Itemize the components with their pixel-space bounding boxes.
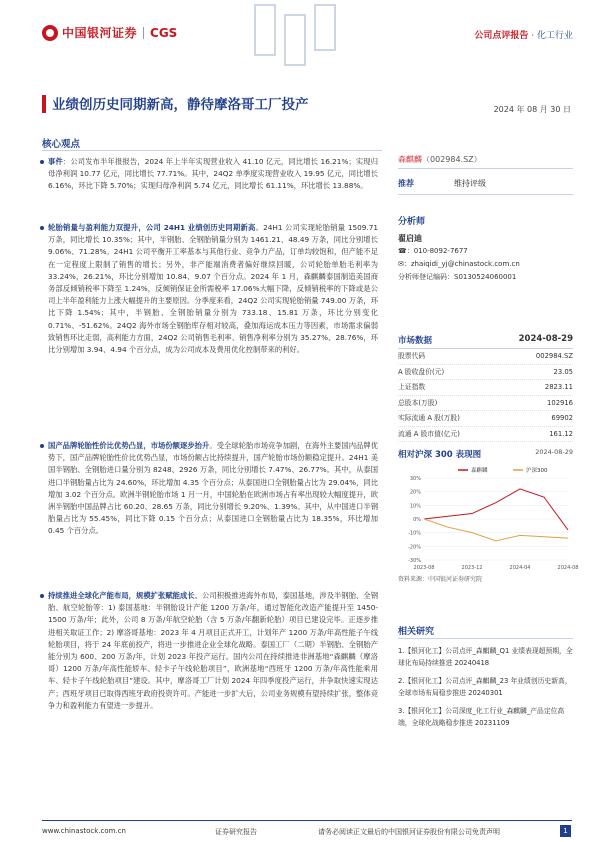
legend-label: 沪深300: [526, 468, 548, 474]
right-divider: [398, 168, 573, 169]
research-item[interactable]: 2.【银河化工】公司点评_森麒麟_23 年业绩创历史新高，全球市场布局稳步推进 20240301: [398, 677, 572, 697]
market-row-label: 流通 A 股市值(亿元): [398, 429, 460, 438]
analyst-heading: 分析师: [398, 217, 426, 227]
x-tick-label: 2024-08: [557, 565, 579, 571]
core-paragraph: [48, 440, 378, 538]
market-date: 2024-08-29: [518, 334, 573, 344]
series-line-2: [424, 519, 568, 541]
research-item[interactable]: 3.【银河化工】公司深度_化工行业_森麒麟_产品定位高端，全球化战略稳步推进 20231109: [398, 707, 565, 727]
para-text: 。24H1 公司实现轮胎销量 1509.71 万条，同比增长 10.35%；其中，半钢胎、全钢胎销量分别为 1461.21、48.49 万条，同比分别增长 9.06%、71.28%。24H1 公司平衡开工率基本与其他行业、竞争力产品，订单均较饱和，但产能不足在一定程度上限制了销售的增长；另外，非产能端消费者偏好继续回暖，公司轮胎单胎毛利率为 33.24%，26.21%，环比分别增加 10.84、9.07 个百分点。2024 年 1 月，森麒麟泰国制造美国商务部反倾销税率下降至 1.24%，反倾销保证金所需税率 17.06%大幅下降，反倾销税率的下降或是公司上半年盈利能力上涨大幅提升的主要原因。分季度来看，24Q2 公司实现轮胎销量 749.00 万条，环比下降 1.54%；其中，半钢胎、全钢胎销量分别为 733.18、15.81 万条，环比分别变化 0.71%、-51.62%。24Q2 海外市场全钢胎库存相对较高，叠加海运成本压力等因素，市场需求偏弱致销售环比走弱，高利能力方面，24Q2 公司销售毛利率、销售净利率分别为 35.27%、28.76%，环比分别增加 3.94、4.94 个百分点，成为公司成本及费用优化控制带来的利好。: [48, 223, 379, 355]
y-tick-label: 20%: [409, 489, 421, 496]
title-accent: [42, 95, 46, 113]
y-tick-label: -20%: [408, 544, 421, 551]
rating-row: [398, 178, 573, 189]
research-item[interactable]: 1.【银河化工】公司点评_森麒麟_Q1 业绩表现超预期，全球化布局持续推进 20240418: [398, 647, 573, 667]
header-decoration: [245, 0, 345, 70]
market-data-heading: [398, 334, 573, 349]
core-paragraph: [48, 222, 378, 356]
chart-title: 相对沪深 300 表现图: [398, 450, 482, 460]
market-row-value: 69902: [551, 414, 573, 422]
chart-date: 2024-08-29: [535, 448, 573, 456]
logo-text-cn: 中国银河证券: [62, 26, 138, 40]
core-paragraph: [48, 156, 378, 193]
market-row-label: 上证指数: [398, 383, 426, 391]
para-text: 。公司积极推进海外布局，泰国基地，涉及半钢胎、全钢胎、航空轮胎等：1) 泰国基地：半钢胎设计产能 1200 万条/年，通过智能化改造产能提升至 1450-1500 万条/年；此外，公司 8 万条/年航空轮胎（含 5 万条/年翻新轮胎）项目已建设完毕。正逐步推进相关取证工作；2) 摩洛哥基地：2023 年 4 月项目正式开工，计划年产 1200 万条/年高性能子午线轮胎项目，将于 24 年底前投产，将进一步推进企业全球化战略。泰国工厂（二期）半钢胎、全钢胎产能分别为 600、200 万条/年，计划 2023 年投产运行。国内公司在持续推进非洲基地“森麒麟（摩洛哥）1200 万条/年高性能轿车、轻卡子午线轮胎项目”，欧洲基地“西班牙 1200 万条/年高性能乘用车、轻卡子午线轮胎项目”建设。其中，摩洛哥工厂计划 2024 年四季度投产运行，并争取快速实现达产；西班牙项目已取得西班牙政府投资许可。产能进一步扩大后，公司业务规模有望持续扩张，整体竞争力和盈利能力有望进一步提升。: [48, 591, 379, 710]
market-row: [398, 365, 573, 381]
x-tick-label: 2023-08: [413, 565, 435, 571]
right-divider: [398, 194, 573, 195]
para-lead: 事件: [48, 157, 63, 166]
market-row-value: 161.12: [549, 429, 573, 438]
footer-url[interactable]: www.chinastock.com.cn: [42, 827, 126, 835]
brand-logo: [42, 24, 177, 41]
market-row-label: A 股收盘价(元): [398, 367, 445, 376]
rating-value: 维持评级: [454, 179, 486, 188]
legend-label: 森麒麟: [471, 468, 488, 474]
y-tick-label: -10%: [408, 530, 421, 537]
industry: 化工行业: [536, 31, 573, 41]
para-text: ：公司发布半年报报告，2024 年上半年实现营业收入 41.10 亿元，同比增长 16.21%；实现归母净利润 10.77 亿元，同比增长 77.71%。其中，24Q2 单季度实现营业收入 19.95 亿元，同比增长 6.16%，环比下降 5.70%；实现归母净利润 5.74 亿元，同比增长 61.11%，环比增长 13.88%。: [48, 157, 379, 191]
market-row-value: 23.05: [553, 367, 573, 376]
page-header: [0, 0, 595, 70]
stock-name: [398, 154, 573, 165]
analyst-email[interactable]: ✉：zhaiqidi_yj@chinastock.com.cn: [398, 260, 520, 268]
stock-name-text: 森麒麟: [398, 155, 422, 164]
analyst-phone: ☎：010-8092-7677: [398, 247, 468, 255]
bullet-icon: [40, 160, 44, 164]
para-lead: 持续推进全球化产能布局，规模扩张赋能成长: [48, 591, 195, 600]
para-text: 。受全球轮胎市场竞争加剧，在海外主要国内品牌优势下，国产品牌轮胎性价比优势凸显，市场份额占比持续提升，国产轮胎市场份额稳定提升。24H1 美国半钢胎、全钢胎进口量分别为 8248、2926 万条，同比分别增长 7.47%、26.77%。其中，从泰国进口半钢胎量占比为 24.60%，环比增加 4.35 个百分点；从泰国进口全钢胎量占比为 29.04%，同比增加 3.02 个百分点。欧洲半钢轮胎市场 1 月一月，中国轮胎在欧洲市场占有率出现较大幅度提升，欧洲半钢胎中国品牌占比 60.20、28.65 万条，同比分别增长 9.20%、1.39%。其中，从中国进口半钢胎量占比为 55.45%，同比下降 0.15 个百分点；从泰国进口全钢胎量占比为 18.35%，环比增加 0.45 个百分点。: [48, 441, 379, 536]
logo-text-en: CGS: [150, 25, 178, 40]
analyst-cert: 分析师登记编码：S0130524060001: [398, 273, 517, 281]
market-data-table: [398, 334, 573, 442]
y-tick-label: -30%: [408, 558, 421, 564]
market-row: [398, 427, 573, 443]
stock-code: （002984.SZ）: [422, 155, 482, 164]
market-row-label: 总股本(万股): [398, 398, 438, 407]
core-divider: [42, 150, 382, 151]
market-row: [398, 349, 573, 365]
market-row-value: 002984.SZ: [535, 352, 573, 360]
report-date: 2024 年 08 月 30 日: [493, 105, 571, 114]
market-heading-label: 市场数据: [398, 336, 433, 346]
bullet-icon: [40, 226, 44, 230]
logo-separator: [143, 27, 144, 39]
x-tick-label: 2023-12: [461, 565, 483, 571]
market-row: [398, 380, 573, 396]
analyst-block: [398, 232, 573, 284]
market-row-value: 102916: [547, 398, 573, 407]
y-tick-label: 0%: [413, 517, 421, 523]
footer-disclaimer: 请务必阅读正文最后的中国银河证券股份有限公司免责声明: [318, 828, 500, 836]
x-tick-label: 2024-04: [509, 565, 531, 571]
market-row-label: 股票代码: [398, 352, 426, 360]
core-heading: 核心观点: [42, 139, 81, 150]
market-row-label: 实际流通 A 股(万股): [398, 414, 460, 422]
y-tick-label: 30%: [409, 476, 421, 482]
category-separator: ·: [531, 31, 537, 41]
market-row: [398, 411, 573, 427]
core-paragraph: [48, 590, 378, 712]
related-research-list: [398, 646, 573, 736]
report-type: 公司点评报告: [474, 31, 529, 41]
rating-label: 推荐: [398, 179, 414, 188]
performance-chart: [398, 464, 579, 574]
report-category: [474, 28, 573, 41]
y-tick-label: 10%: [409, 503, 421, 510]
bullet-icon: [40, 444, 44, 448]
logo-icon: [42, 25, 58, 41]
relative-chart: [398, 448, 579, 583]
analyst-name: 翟启迪: [398, 234, 422, 243]
research-heading: 相关研究: [398, 627, 435, 637]
series-line-1: [424, 489, 568, 530]
para-lead: 国产品牌轮胎性价比优势凸显，市场份额逐步抬升: [48, 441, 210, 450]
chart-heading: [398, 448, 573, 460]
footer-divider: [42, 820, 572, 821]
chart-source: 资料来源：中国银河证券研究院: [398, 576, 483, 583]
right-divider: [398, 638, 573, 639]
market-row-value: 2823.11: [544, 383, 573, 391]
report-title: 业绩创历史同期新高，静待摩洛哥工厂投产: [52, 97, 309, 113]
footer-label: 证券研究报告: [215, 828, 257, 836]
para-lead: 轮胎销量与盈利能力双提升，公司 24H1 业绩创历史同期新高: [48, 223, 256, 232]
page-number: 1: [560, 825, 571, 837]
market-row: [398, 396, 573, 412]
bullet-icon: [40, 594, 44, 598]
